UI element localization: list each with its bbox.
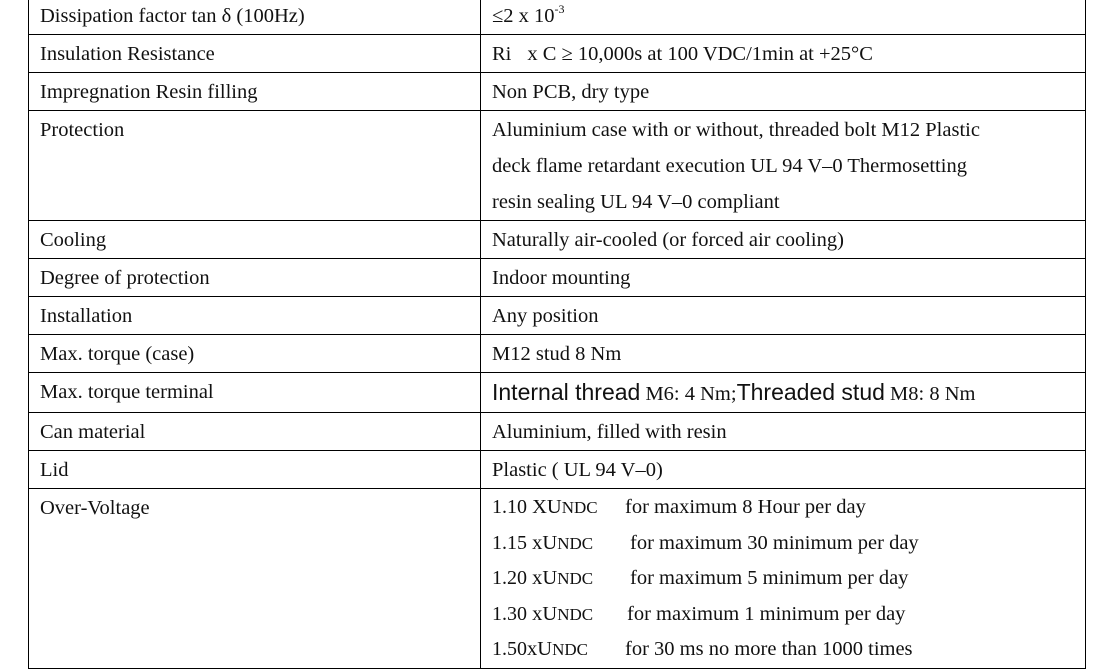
table-row: [29, 297, 1086, 335]
value-text: Threaded stud: [736, 379, 885, 405]
condition-text: for 30 ms no more than 1000 times: [625, 638, 913, 661]
symbol: xU: [532, 531, 558, 554]
subscript: NDC: [561, 498, 598, 517]
table-row: [29, 489, 1086, 669]
value-text: M8: 8 Nm: [884, 383, 976, 405]
subscript: NDC: [557, 604, 594, 624]
row-label: Installation: [29, 297, 481, 335]
symbol: xU: [527, 638, 553, 661]
row-value: Indoor mounting: [481, 259, 1086, 297]
symbol: XU: [532, 496, 562, 518]
row-label: Over-Voltage: [29, 489, 481, 669]
overvoltage-line: [492, 561, 1085, 597]
row-value: [481, 0, 1086, 35]
condition-text: for maximum 30 minimum per day: [630, 531, 919, 554]
multiplier: 1.50: [492, 638, 527, 661]
overvoltage-line: [492, 632, 1085, 668]
row-label: Protection: [29, 111, 481, 221]
row-value: [481, 489, 1086, 669]
row-value: [481, 373, 1086, 413]
value-text: Ri: [492, 43, 512, 65]
row-value: [481, 111, 1086, 221]
subscript: NDC: [557, 533, 594, 553]
table-row: [29, 413, 1086, 451]
row-value: Non PCB, dry type: [481, 73, 1086, 111]
table-row: [29, 111, 1086, 221]
overvoltage-line: [492, 490, 1085, 526]
row-label: Max. torque (case): [29, 335, 481, 373]
table-row: [29, 0, 1086, 35]
value-text: x C ≥ 10,000s at 100 VDC/1min at +25°C: [527, 43, 873, 65]
table-row: [29, 221, 1086, 259]
row-value: Naturally air-cooled (or forced air cooling): [481, 221, 1086, 259]
condition-text: for maximum 5 minimum per day: [630, 567, 909, 590]
multiplier: 1.10: [492, 496, 527, 518]
row-label: Lid: [29, 451, 481, 489]
symbol: xU: [532, 567, 558, 590]
condition-text: for maximum 1 minimum per day: [627, 602, 906, 625]
table-row: [29, 35, 1086, 73]
row-value: Any position: [481, 297, 1086, 335]
multiplier: 1.15: [492, 531, 527, 554]
subscript: NDC: [552, 640, 588, 660]
row-label: Can material: [29, 413, 481, 451]
row-label: Degree of protection: [29, 259, 481, 297]
row-label: Insulation Resistance: [29, 35, 481, 73]
value-line: resin sealing UL 94 V–0 compliant: [492, 191, 780, 213]
table-row: [29, 335, 1086, 373]
row-value: Plastic ( UL 94 V–0): [481, 451, 1086, 489]
row-label: Impregnation Resin filling: [29, 73, 481, 111]
table-row: [29, 73, 1086, 111]
row-label: Max. torque terminal: [29, 373, 481, 413]
multiplier: 1.30: [492, 602, 527, 625]
exponent: -3: [554, 2, 565, 16]
multiplier: 1.20: [492, 567, 527, 590]
overvoltage-line: [492, 526, 1085, 562]
row-label: Cooling: [29, 221, 481, 259]
row-value: M12 stud 8 Nm: [481, 335, 1086, 373]
row-label: Dissipation factor tan δ (100Hz): [29, 0, 481, 35]
value-text: Internal thread: [492, 379, 641, 405]
table-row: [29, 451, 1086, 489]
value-text: M6: 4 Nm;: [640, 383, 737, 405]
overvoltage-line: [492, 597, 1085, 633]
table-row: [29, 373, 1086, 413]
row-value: Aluminium, filled with resin: [481, 413, 1086, 451]
specification-table: [28, 0, 1086, 669]
value-text: ≤2 x 10: [492, 5, 555, 27]
subscript: NDC: [557, 569, 594, 589]
row-value: [481, 35, 1086, 73]
value-line: Aluminium case with or without, threaded bolt M12 Plastic: [492, 119, 980, 141]
condition-text: for maximum 8 Hour per day: [625, 496, 866, 518]
symbol: xU: [532, 602, 558, 625]
value-line: deck flame retardant execution UL 94 V–0 Thermosetting: [492, 155, 967, 177]
table-row: [29, 259, 1086, 297]
